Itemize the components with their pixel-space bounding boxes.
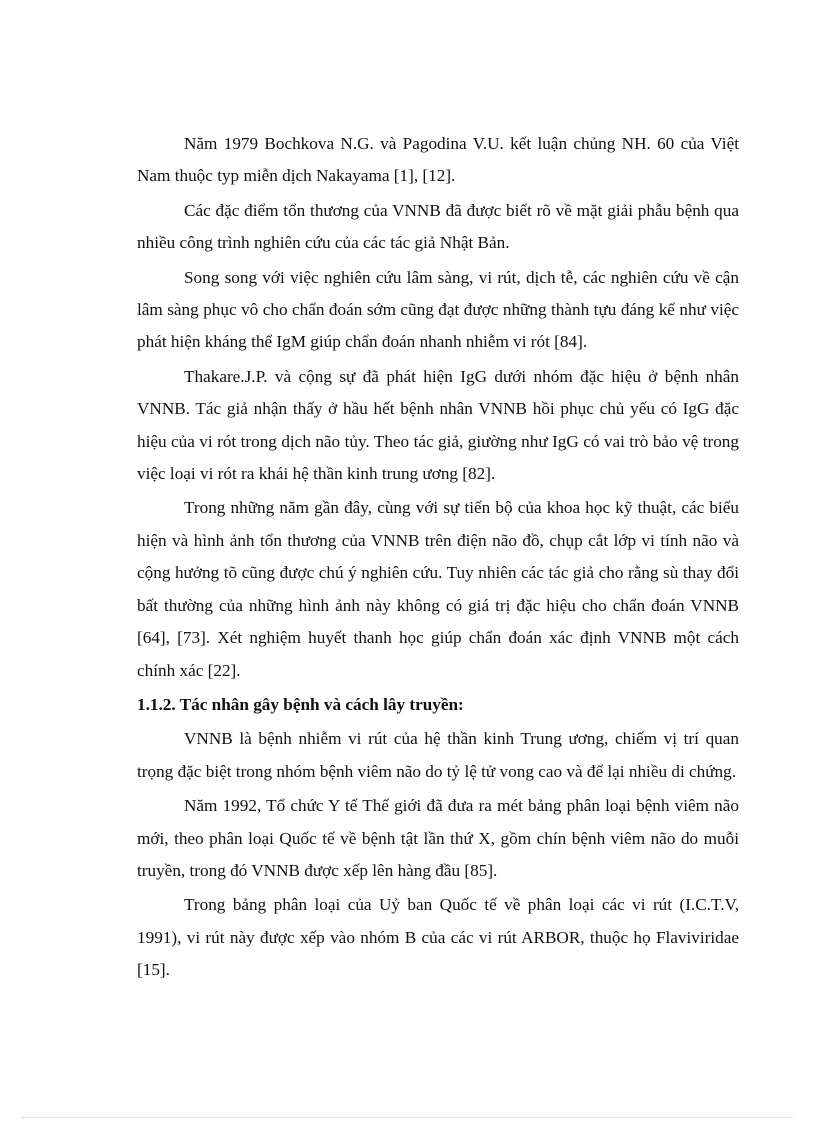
page-bottom-rule <box>22 1117 794 1118</box>
section-heading: 1.1.2. Tác nhân gây bệnh và cách lây truyền: <box>137 694 464 714</box>
paragraph-pathology: Các đặc điểm tổn thương của VNNB đã được biết rõ về mặt giải phẫu bệnh qua nhiều công trình nghiên cứu của các tác giả Nhật Bản. <box>137 200 739 253</box>
paragraph-vnnb-definition: VNNB là bệnh nhiễm vi rút của hệ thần kinh Trung ương, chiếm vị trí quan trọng đặc biệt trong nhóm bệnh viêm não do tỷ lệ tử vong cao và để lại nhiều di chứng. <box>137 729 739 781</box>
paragraph-recent-years: Trong những năm gần đây, cùng với sự tiến bộ của khoa học kỹ thuật, các biểu hiện và hình ảnh tổn thương của VNNB trên điện não đồ, chụp cắt lớp vi tính não và cộng hưởng tõ cũng được chú ý nghiên cứu. Tuy nhiên các tác giả cho rằng sù thay đổi bất thường của những hình ảnh này không có giá trị đặc hiệu cho chẩn đoán VNNB [64], [73]. Xét nghiệm huyết thanh học giúp chẩn đoán xác định VNNB một cách chính xác [22]. <box>137 498 739 680</box>
document-page <box>137 128 739 989</box>
paragraph-who-1992: Năm 1992, Tổ chức Y tế Thế giới đã đưa ra mét bảng phân loại bệnh viêm não mới, theo phân loại Quốc tế về bệnh tật lần thứ X, gồm chín bệnh viêm não do muỗi truyền, trong đó VNNB được xếp lên hàng đầu [85]. <box>137 796 739 880</box>
paragraph-subclinical: Song song với việc nghiên cứu lâm sàng, vi rút, dịch tễ, các nghiên cứu về cận lâm sàng phục vô cho chẩn đoán sớm cũng đạt được những thành tựu đáng kể như việc phát hiện kháng thể IgM giúp chẩn đoán nhanh nhiễm vi rót [84]. <box>137 267 739 352</box>
paragraph-thakare: Thakare.J.P. và cộng sự đã phát hiện IgG dưới nhóm đặc hiệu ở bệnh nhân VNNB. Tác giả nhận thấy ở hầu hết bệnh nhân VNNB hồi phục chủ yếu có IgG đặc hiệu của vi rót trong dịch não tủy. Theo tác giả, giường như IgG có vai trò bảo vệ trong việc loại vi rót ra khái hệ thần kinh trung ương [82]. <box>137 366 739 484</box>
paragraph-bochkova: Năm 1979 Bochkova N.G. và Pagodina V.U. kết luận chủng NH. 60 của Việt Nam thuộc typ miễn dịch Nakayama [1], [12]. <box>137 134 739 186</box>
paragraph-ictv: Trong bảng phân loại của Uỷ ban Quốc tế về phân loại các vi rút (I.C.T.V, 1991), vi rút này được xếp vào nhóm B của các vi rút ARBOR, thuộc họ Flaviviridae [15]. <box>137 895 739 980</box>
